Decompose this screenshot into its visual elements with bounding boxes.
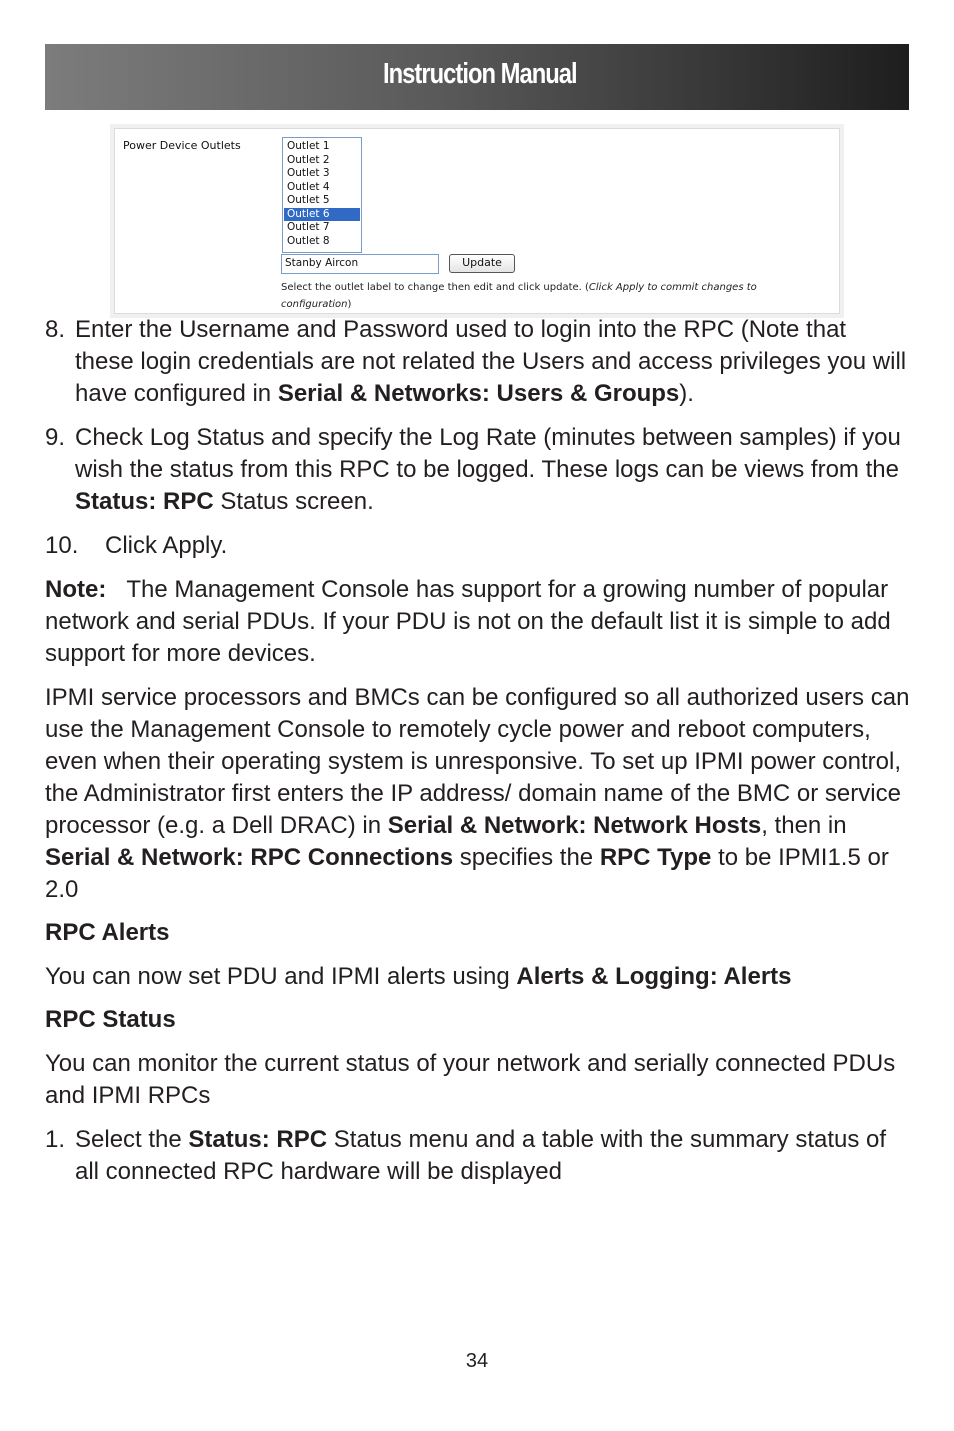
outlet-option[interactable]: Outlet 7	[287, 221, 330, 233]
outlet-option[interactable]: Outlet 5	[287, 194, 330, 206]
outlet-option[interactable]: Outlet 4	[287, 180, 330, 193]
step-number: 8.	[45, 316, 66, 343]
step-number: 10.	[45, 532, 79, 559]
outlets-listbox[interactable]	[282, 137, 362, 253]
power-device-outlets-label: Power Device Outlets	[123, 139, 241, 152]
header-title: Instruction Manual	[383, 58, 577, 90]
note-label: Note:	[45, 576, 107, 603]
hint-italic: Click Apply to commit changes to configuration	[281, 282, 757, 310]
step-number: 1.	[45, 1126, 66, 1153]
update-button[interactable]: Update	[449, 254, 515, 273]
status-step-1: 1. Select the Status: RPC Status menu and a table with the summary status of all connected RPC hardware will be displayed	[45, 1126, 887, 1185]
screenshot-panel	[114, 128, 840, 314]
rpc-alerts-paragraph: You can now set PDU and IPMI alerts using Alerts & Logging: Alerts	[45, 963, 792, 990]
embedded-screenshot	[110, 124, 844, 318]
note-paragraph: Note: The Management Console has support for a growing number of popular network and serial PDUs. If your PDU is not on the default list it is simple to add support for more devices.	[45, 576, 891, 667]
outlet-option[interactable]: Outlet 8	[287, 234, 330, 247]
step-9: 9. Check Log Status and specify the Log Rate (minutes between samples) if you wish the status from this RPC to be logged. These logs can be views from the Status: RPC Status screen.	[45, 424, 901, 515]
ipmi-paragraph: IPMI service processors and BMCs can be configured so all authorized users can use the Management Console to remotely cycle power and reboot computers, even when their operating system is unresponsive. To set up IPMI power control, the Administrator first enters the IP address/ domain name of the BMC or service processor (e.g. a Dell DRAC) in Serial & Network: Network Hosts, then in Serial & Network: RPC Connections specifies the RPC Type to be IPMI1.5 or 2.0	[45, 684, 910, 903]
step-8: 8. Enter the Username and Password used to login into the RPC (Note that these login credentials are not related the Users and access privileges you will have configured in Serial & Networks: Users & Groups).	[45, 316, 907, 407]
outlet-option[interactable]: Outlet 1	[287, 140, 330, 152]
outlet-label-input[interactable]: Stanby Aircon	[281, 254, 439, 274]
outlet-option[interactable]: Outlet 2	[287, 153, 330, 166]
document-body	[45, 314, 911, 1188]
outlet-option[interactable]: Outlet 3	[287, 167, 330, 179]
rpc-alerts-heading: RPC Alerts	[45, 919, 170, 946]
outlet-option-selected[interactable]: Outlet 6	[284, 208, 360, 222]
rpc-status-paragraph: You can monitor the current status of your network and serially connected PDUs and IPMI RPCs	[45, 1050, 896, 1109]
outlet-hint-text: Select the outlet label to change then edit and click update. (Click Apply to commit changes to configuration)	[281, 282, 757, 310]
step-number: 9.	[45, 424, 66, 451]
step-10: 10. Click Apply.	[45, 530, 911, 562]
rpc-status-heading: RPC Status	[45, 1006, 176, 1033]
header-banner	[45, 44, 909, 110]
page-number: 34	[465, 1350, 489, 1372]
